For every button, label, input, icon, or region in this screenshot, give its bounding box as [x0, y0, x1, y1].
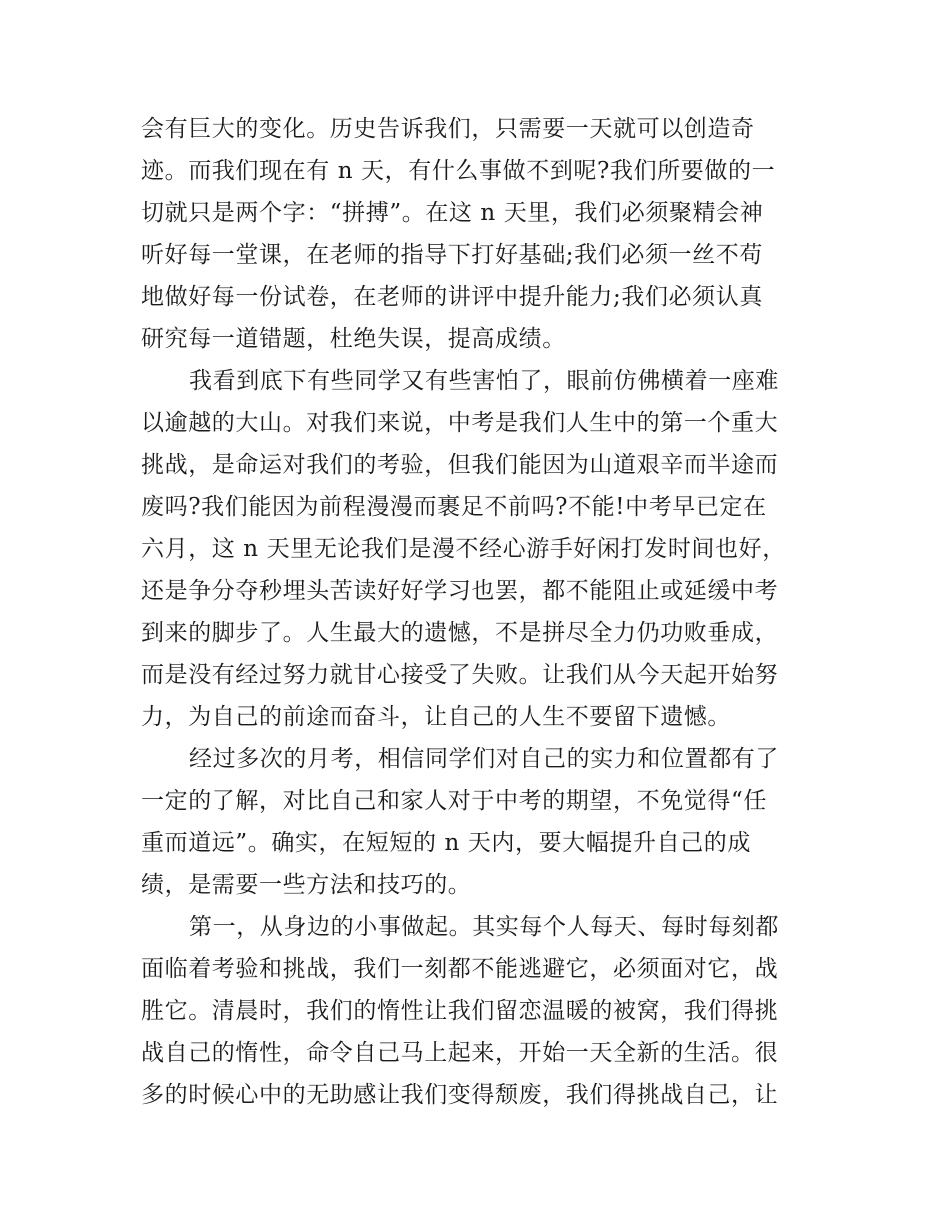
text-line: 胜它。清晨时，我们的惰性让我们留恋温暖的被窝，我们得挑: [141, 998, 779, 1024]
text-line: 切就只是两个字：“拼搏”。在这 n 天里，我们必须聚精会神: [141, 200, 764, 226]
text-line: 六月，这 n 天里无论我们是漫不经心游手好闲打发时间也好，: [141, 536, 786, 562]
paragraph-1: [141, 108, 813, 360]
text-line: 战自己的惰性，命令自己马上起来，开始一天全新的生活。很: [141, 1040, 779, 1066]
text-line: 以逾越的大山。对我们来说，中考是我们人生中的第一个重大: [141, 410, 779, 436]
text-line: 听好每一堂课，在老师的指导下打好基础;我们必须一丝不苟: [141, 242, 763, 268]
text-line: 而是没有经过努力就甘心接受了失败。让我们从今天起开始努: [141, 662, 779, 688]
text-line: 第一，从身边的小事做起。其实每个人每天、每时每刻都: [189, 914, 779, 940]
paragraph-4: [141, 906, 813, 1116]
text-line: 地做好每一份试卷，在老师的讲评中提升能力;我们必须认真: [141, 284, 763, 310]
text-line: 到来的脚步了。人生最大的遗憾，不是拼尽全力仍功败垂成，: [141, 620, 779, 646]
text-line: 迹。而我们现在有 n 天，有什么事做不到呢?我们所要做的一: [141, 158, 776, 184]
text-line: 还是争分夺秒埋头苦读好好学习也罢，都不能阻止或延缓中考: [141, 578, 779, 604]
paragraph-3: [141, 738, 813, 906]
text-line: 经过多次的月考，相信同学们对自己的实力和位置都有了: [189, 746, 779, 772]
document-body: [141, 108, 813, 1116]
text-line: 多的时候心中的无助感让我们变得颓废，我们得挑战自己，让: [141, 1082, 779, 1108]
text-line: 会有巨大的变化。历史告诉我们，只需要一天就可以创造奇: [141, 116, 755, 142]
text-line: 挑战，是命运对我们的考验，但我们能因为山道艰辛而半途而: [141, 452, 779, 478]
text-line: 重而道远”。确实，在短短的 n 天内，要大幅提升自己的成: [141, 830, 751, 856]
paragraph-2: [141, 360, 813, 738]
text-line: 面临着考验和挑战，我们一刻都不能逃避它，必须面对它，战: [141, 956, 779, 982]
text-line: 我看到底下有些同学又有些害怕了，眼前仿佛横着一座难: [189, 368, 779, 394]
text-line: 力，为自己的前途而奋斗，让自己的人生不要留下遗憾。: [141, 704, 731, 730]
text-line: 研究每一道错题，杜绝失误，提高成绩。: [141, 326, 566, 352]
text-line: 废吗?我们能因为前程漫漫而裹足不前吗?不能!中考早已定在: [141, 494, 767, 520]
text-line: 绩，是需要一些方法和技巧的。: [141, 872, 472, 898]
text-line: 一定的了解，对比自己和家人对于中考的期望，不免觉得“任: [141, 788, 767, 814]
